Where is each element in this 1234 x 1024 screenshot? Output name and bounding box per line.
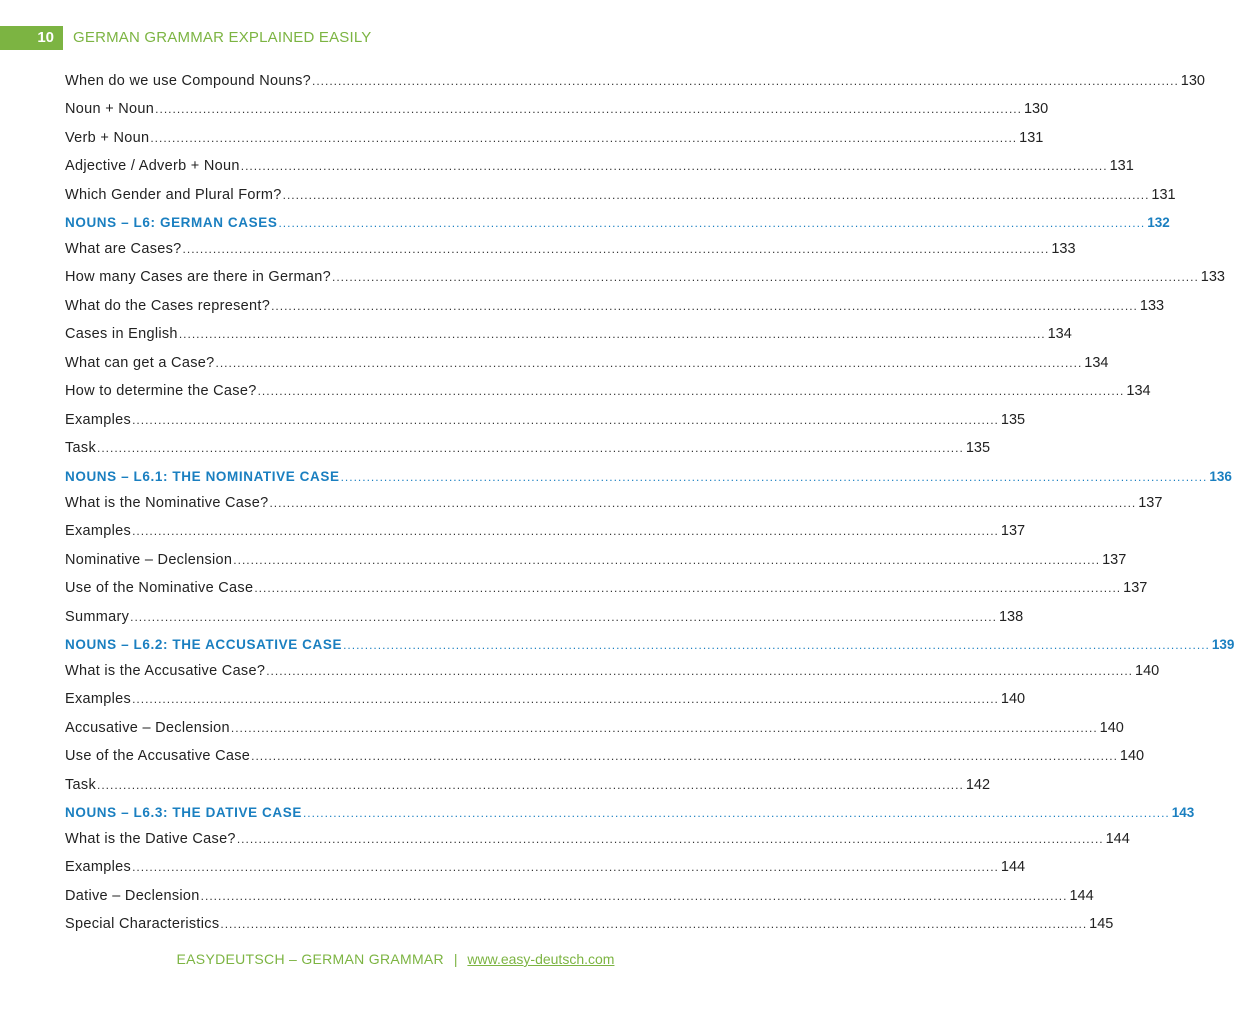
toc-entry-title: Adjective / Adverb + Noun xyxy=(65,158,240,174)
toc-page-number: 137 xyxy=(1000,523,1026,539)
toc-entry-title: Noun + Noun xyxy=(65,101,155,117)
toc-entry[interactable] xyxy=(65,158,1134,174)
toc-page-number: 137 xyxy=(1138,495,1163,511)
book-title: GERMAN GRAMMAR EXPLAINED EASILY xyxy=(73,29,372,46)
toc-page-number: 133 xyxy=(1051,241,1076,257)
toc-section-heading[interactable] xyxy=(65,215,1170,230)
toc-page-number: 135 xyxy=(1000,412,1026,428)
toc-page-number: 145 xyxy=(1089,916,1114,932)
toc-entry[interactable] xyxy=(65,269,1225,285)
footer-publisher: EASYDEUTSCH – GERMAN GRAMMAR xyxy=(176,951,444,967)
toc-page-number: 131 xyxy=(1109,158,1134,174)
toc-entry[interactable] xyxy=(65,241,1076,257)
toc-entry-title: What are Cases? xyxy=(65,241,182,257)
toc-entry[interactable] xyxy=(65,298,1165,314)
toc-dot-leader: ........................................................................................................................................................................................................ xyxy=(230,721,1098,735)
toc-entry[interactable] xyxy=(65,523,1026,539)
toc-entry[interactable] xyxy=(65,552,1127,568)
toc-dot-leader: ........................................................................................................................................................................................................ xyxy=(178,327,1046,341)
toc-page-number: 139 xyxy=(1211,637,1234,652)
toc-entry-title: Examples xyxy=(65,691,132,707)
toc-page-number: 142 xyxy=(965,777,991,793)
toc-page-number: 134 xyxy=(1047,326,1072,342)
toc-entry[interactable] xyxy=(65,187,1176,203)
toc-entry[interactable] xyxy=(65,916,1114,932)
toc-entry[interactable] xyxy=(65,859,1026,875)
toc-section-heading[interactable] xyxy=(65,805,1195,820)
toc-dot-leader: ........................................................................................................................................................................................................ xyxy=(215,356,1083,370)
toc-dot-leader: ........................................................................................................................................................................................................ xyxy=(132,692,999,706)
toc-page-number: 131 xyxy=(1151,187,1176,203)
toc-dot-leader: ........................................................................................................................................................................................................ xyxy=(271,299,1138,313)
toc-page-number: 143 xyxy=(1171,805,1195,820)
toc-dot-leader: ........................................................................................................................................................................................................ xyxy=(251,749,1118,763)
toc-entry-title: NOUNS – L6.2: THE ACCUSATIVE CASE xyxy=(65,637,343,652)
toc-entry[interactable] xyxy=(65,777,991,793)
toc-page-number: 130 xyxy=(1023,101,1049,117)
toc-page-number: 140 xyxy=(1119,748,1145,764)
toc-entry-title: What do the Cases represent? xyxy=(65,298,271,314)
toc-entry-title: NOUNS – L6: GERMAN CASES xyxy=(65,215,278,230)
toc-page-number: 144 xyxy=(1105,831,1130,847)
toc-entry[interactable] xyxy=(65,130,1044,146)
toc-dot-leader: ........................................................................................................................................................................................................ xyxy=(257,384,1125,398)
toc-page-number: 130 xyxy=(1180,73,1205,89)
toc-dot-leader: ........................................................................................................................................................................................................ xyxy=(132,413,999,427)
toc-section-heading[interactable] xyxy=(65,469,1232,484)
toc-dot-leader: ........................................................................................................................................................................................................ xyxy=(97,778,964,792)
toc-entry[interactable] xyxy=(65,691,1026,707)
toc-page-number: 144 xyxy=(1000,859,1026,875)
toc-entry[interactable] xyxy=(65,609,1024,625)
toc-page-number: 137 xyxy=(1102,552,1127,568)
toc-dot-leader: ........................................................................................................................................................................................................ xyxy=(182,242,1050,256)
toc-entry-title: What is the Accusative Case? xyxy=(65,663,266,679)
page-header xyxy=(0,26,791,50)
toc-dot-leader: ........................................................................................................................................................................................................ xyxy=(236,832,1104,846)
toc-dot-leader: ........................................................................................................................................................................................................ xyxy=(150,131,1018,145)
toc-page-number: 144 xyxy=(1069,888,1094,904)
toc-entry-title: What can get a Case? xyxy=(65,355,215,371)
page-footer xyxy=(0,951,791,967)
toc-dot-leader: ........................................................................................................................................................................................................ xyxy=(97,441,964,455)
footer-separator: | xyxy=(453,951,458,967)
toc-entry[interactable] xyxy=(65,73,1205,89)
toc-dot-leader: ........................................................................................................................................................................................................ xyxy=(220,917,1088,931)
toc-dot-leader: ........................................................................................................................................................................................................ xyxy=(311,74,1179,88)
toc-entry-title: Verb + Noun xyxy=(65,130,150,146)
toc-page-number: 136 xyxy=(1209,469,1232,484)
toc-entry-title: Nominative – Declension xyxy=(65,552,233,568)
toc-entry[interactable] xyxy=(65,383,1151,399)
toc-page-number: 140 xyxy=(1135,663,1160,679)
toc-page-number: 132 xyxy=(1147,215,1170,230)
toc-page-number: 140 xyxy=(1099,720,1124,736)
toc-entry[interactable] xyxy=(65,326,1072,342)
toc-dot-leader: ........................................................................................................................................................................................................ xyxy=(343,638,1210,652)
toc-dot-leader: ........................................................................................................................................................................................................ xyxy=(240,159,1108,173)
toc-dot-leader: ........................................................................................................................................................................................................ xyxy=(331,270,1199,284)
toc-entry[interactable] xyxy=(65,748,1145,764)
toc-dot-leader: ........................................................................................................................................................................................................ xyxy=(132,524,999,538)
toc-entry-title: Dative – Declension xyxy=(65,888,200,904)
toc-dot-leader: ........................................................................................................................................................................................................ xyxy=(155,102,1022,116)
toc-entry-title: Task xyxy=(65,777,97,793)
toc-entry-title: Cases in English xyxy=(65,326,178,342)
toc-page-number: 131 xyxy=(1019,130,1044,146)
toc-entry-title: NOUNS – L6.1: THE NOMINATIVE CASE xyxy=(65,469,340,484)
toc-entry-title: Use of the Accusative Case xyxy=(65,748,251,764)
toc-entry-title: Task xyxy=(65,440,97,456)
page-number-badge: 10 xyxy=(0,26,63,50)
toc-entry-title: Special Characteristics xyxy=(65,916,220,932)
toc-dot-leader: ........................................................................................................................................................................................................ xyxy=(302,806,1170,820)
toc-dot-leader: ........................................................................................................................................................................................................ xyxy=(278,216,1146,230)
toc-entry-title: Summary xyxy=(65,609,130,625)
toc-page-number: 134 xyxy=(1126,383,1151,399)
toc-page-number: 133 xyxy=(1200,269,1225,285)
toc-page-number: 140 xyxy=(1000,691,1026,707)
toc-entry[interactable] xyxy=(65,720,1124,736)
toc-dot-leader: ........................................................................................................................................................................................................ xyxy=(132,860,999,874)
toc-entry-title: When do we use Compound Nouns? xyxy=(65,73,311,89)
toc-entry-title: What is the Nominative Case? xyxy=(65,495,269,511)
toc-entry-title: What is the Dative Case? xyxy=(65,831,236,847)
toc-section-heading[interactable] xyxy=(65,637,1234,652)
toc-page-number: 137 xyxy=(1123,580,1148,596)
toc-entry[interactable] xyxy=(65,580,1148,596)
toc-entry[interactable] xyxy=(65,412,1026,428)
toc-page-number: 135 xyxy=(965,440,991,456)
toc-dot-leader: ........................................................................................................................................................................................................ xyxy=(269,496,1137,510)
toc-dot-leader: ........................................................................................................................................................................................................ xyxy=(282,188,1150,202)
footer-website-link[interactable]: www.easy-deutsch.com xyxy=(467,951,615,967)
toc-dot-leader: ........................................................................................................................................................................................................ xyxy=(254,581,1122,595)
toc-dot-leader: ........................................................................................................................................................................................................ xyxy=(340,470,1208,484)
toc-entry-title: Which Gender and Plural Form? xyxy=(65,187,282,203)
toc-entry-title: Accusative – Declension xyxy=(65,720,230,736)
toc-dot-leader: ........................................................................................................................................................................................................ xyxy=(266,664,1134,678)
toc-page-number: 134 xyxy=(1084,355,1109,371)
toc-entry-title: NOUNS – L6.3: THE DATIVE CASE xyxy=(65,805,302,820)
toc-entry-title: Examples xyxy=(65,859,132,875)
toc-dot-leader: ........................................................................................................................................................................................................ xyxy=(130,610,997,624)
toc-page-number: 133 xyxy=(1139,298,1165,314)
toc-entry-title: How many Cases are there in German? xyxy=(65,269,331,285)
toc-entry[interactable] xyxy=(65,663,1160,679)
toc-entry-title: How to determine the Case? xyxy=(65,383,257,399)
toc-entry-title: Use of the Nominative Case xyxy=(65,580,254,596)
toc-entry[interactable] xyxy=(65,101,1049,117)
toc-dot-leader: ........................................................................................................................................................................................................ xyxy=(200,889,1068,903)
toc-page-number: 138 xyxy=(998,609,1024,625)
toc-entry[interactable] xyxy=(65,355,1109,371)
toc-dot-leader: ........................................................................................................................................................................................................ xyxy=(233,553,1101,567)
toc-entry[interactable] xyxy=(65,888,1094,904)
toc-entry[interactable] xyxy=(65,440,991,456)
toc-entry[interactable] xyxy=(65,495,1163,511)
toc-entry-title: Examples xyxy=(65,412,132,428)
toc-entry-title: Examples xyxy=(65,523,132,539)
toc-entry[interactable] xyxy=(65,831,1130,847)
